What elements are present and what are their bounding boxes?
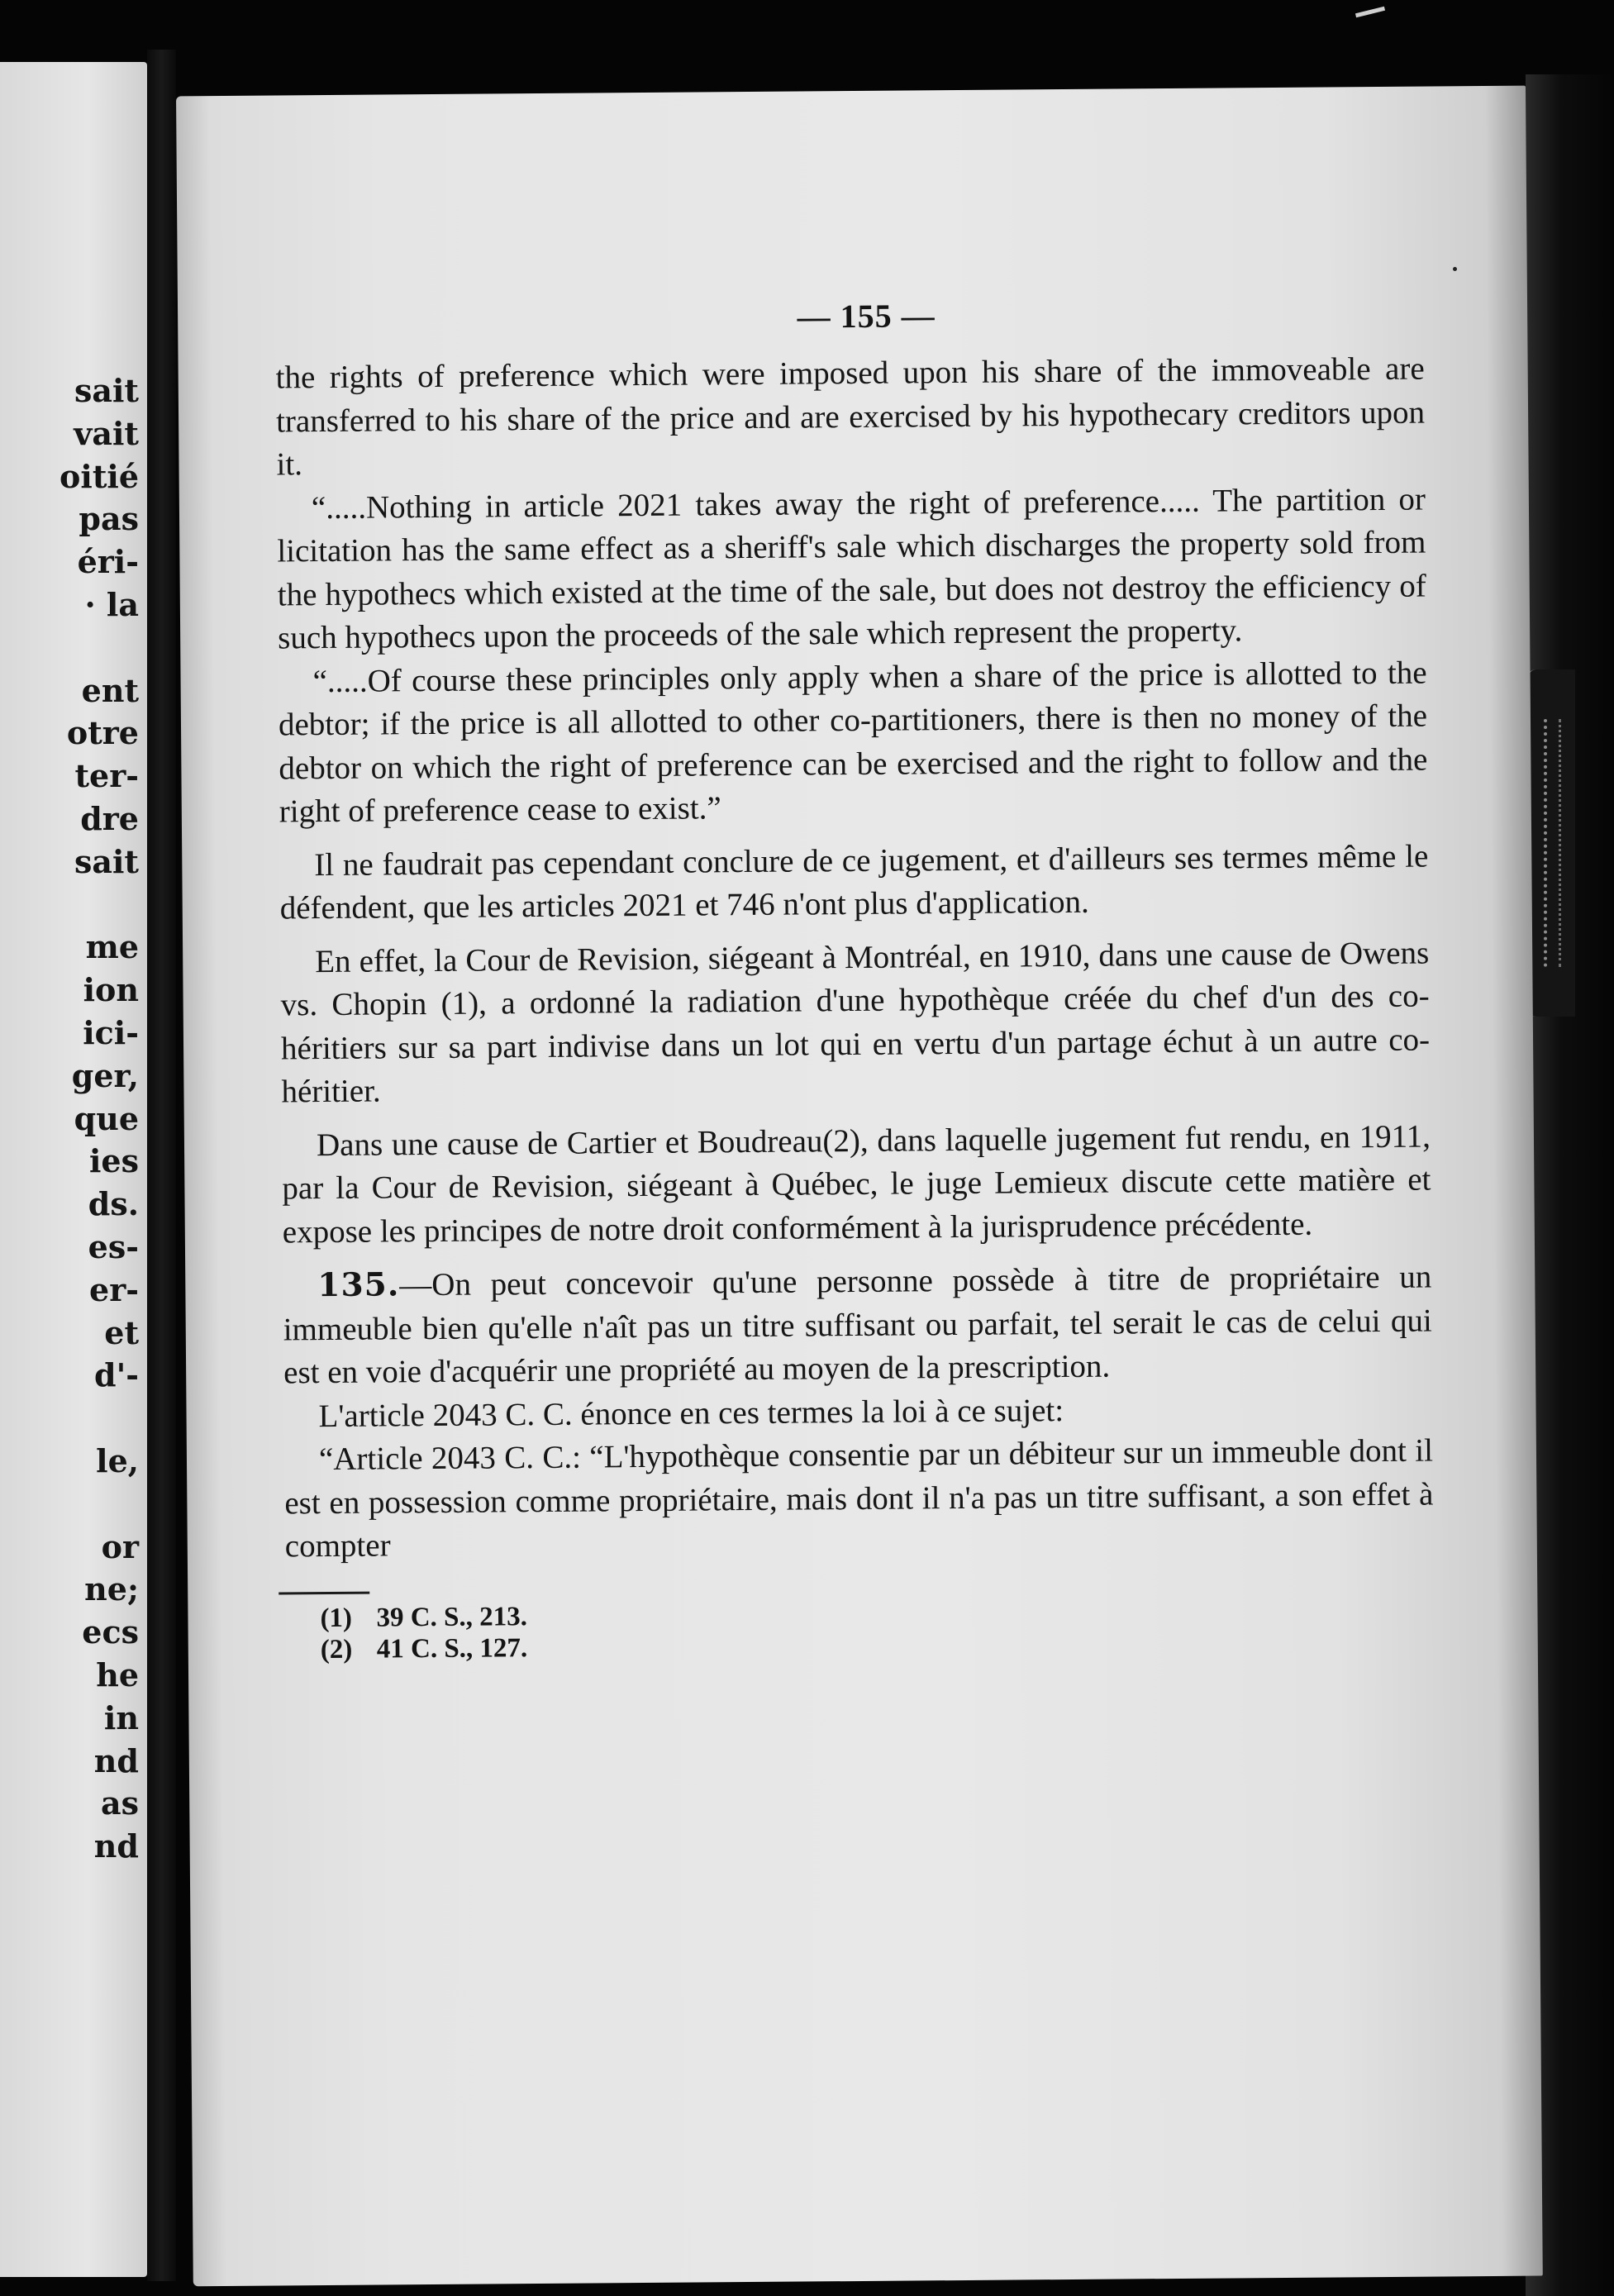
paragraph-article-2043-quote: “Article 2043 C. C.: “L'hypothèque consentie par un débiteur sur un immeuble dont il est en possession comme propriétaire, mais dont il n'a pas un titre suffisant, a son effet à compter xyxy=(284,1432,1434,1565)
footnote-2-mark: (2) xyxy=(320,1634,353,1665)
previous-page-fragment: ds. xyxy=(88,1185,139,1223)
previous-page-fragment: vait xyxy=(74,414,139,452)
paragraph-cour-de-revision-montreal: En effet, la Cour de Revision, siégeant à Montréal, en 1910, dans une cause de Owens vs. Chopin (1), a ordonné la radiation d'une hypothèque créée du chef d'un des co-héritiers sur sa part indivise dans un lot qui en vertu d'un partage échut à un autre co-héritier. xyxy=(280,935,1431,1110)
previous-page-fragment: le, xyxy=(96,1441,139,1479)
previous-page-fragment: in xyxy=(103,1698,139,1736)
previous-page-fragment: otre xyxy=(66,714,139,752)
footnote-1-mark: (1) xyxy=(320,1603,353,1633)
previous-page-fragment xyxy=(7,1483,139,1526)
previous-page-fragment: ter- xyxy=(74,757,139,795)
previous-page-fragment: dre xyxy=(80,799,139,837)
previous-page-fragment: he xyxy=(96,1655,139,1693)
previous-page-fragment: er- xyxy=(89,1270,139,1308)
previous-page-fragment: éri- xyxy=(77,543,139,581)
paragraph-section-135 xyxy=(283,1255,1432,1395)
previous-page-fragment: sait xyxy=(74,372,139,409)
section-135-text: —On peut concevoir qu'une personne possède à titre de propriétaire un immeuble bien qu'elle n'aît pas un titre suffisant ou parfait, tel serait le cas de celui qui est en voie d'acquérir une propriété au moyen de la prescription. xyxy=(283,1259,1432,1391)
previous-page-fragment: es- xyxy=(88,1227,139,1265)
previous-page-fragment: ion xyxy=(83,971,139,1009)
previous-page-fragment: que xyxy=(74,1099,139,1137)
previous-page-fragment: nd xyxy=(93,1827,139,1865)
previous-page-fragment xyxy=(7,1397,139,1440)
previous-page-fragment: ecs xyxy=(82,1613,139,1651)
paragraph-quote-principles: “.....Of course these principles only apply when a share of the price is allotted to the debtor; if the price is all allotted to other co-partitioners, there is then no money of the debtor on which the right of preference can be exercised and the right to follow and the right of preference cease to exist.” xyxy=(278,655,1428,830)
scan-artifact-mark xyxy=(1355,7,1385,18)
book-gutter xyxy=(147,50,176,2281)
previous-page-fragment: sait xyxy=(74,842,139,880)
tab-marker-lines xyxy=(1544,719,1561,967)
previous-page-fragment: ne; xyxy=(84,1570,139,1608)
previous-page-fragment: d'- xyxy=(94,1356,139,1394)
previous-page-fragment: nd xyxy=(93,1741,139,1779)
section-number: 135. xyxy=(317,1265,400,1305)
page-content xyxy=(275,292,1435,1665)
previous-page-fragment xyxy=(7,626,139,669)
previous-page-fragment xyxy=(7,884,139,926)
footnotes xyxy=(285,1583,1435,1665)
previous-page-fragment: oitié xyxy=(60,457,139,495)
page-number: — 155 — xyxy=(797,297,936,336)
paragraph-il-ne-faudrait: Il ne faudrait pas cependant conclure de ce jugement, et d'ailleurs ses termes même le défendent, que les articles 2021 et 746 n'ont plus d'application. xyxy=(279,838,1429,926)
previous-page-fragment: ici- xyxy=(83,1013,139,1051)
previous-page-fragment: ent xyxy=(81,671,139,709)
previous-page-fragment: pas xyxy=(79,500,139,538)
previous-page-fragment: as xyxy=(100,1784,139,1822)
previous-page-fragment: me xyxy=(85,928,139,966)
footnote-rule xyxy=(279,1591,369,1594)
previous-page-fragment: ies xyxy=(88,1142,139,1180)
scan-speck xyxy=(1453,267,1457,271)
paragraph-quote-article-2021: “.....Nothing in article 2021 takes away the right of preference..... The partition or licitation has the same effect as a sheriff's sale which discharges the property sold from the hypothecs which existed at the time of the sale, but does not destroy the efficiency of such hypothecs upon the proceeds of the sale which represent the property. xyxy=(277,481,1426,656)
previous-page-fragment: et xyxy=(104,1313,139,1351)
previous-page-fragment: · la xyxy=(84,585,139,623)
previous-page-fragment: or xyxy=(101,1527,139,1565)
paragraph-cartier-et-boudreau: Dans une cause de Cartier et Boudreau(2), dans laquelle jugement fut rendu, en 1911, par la Cour de Revision, siégeant à Québec, le juge Lemieux discute cette matière et expose les principes de notre droit conformément à la jurisprudence précédente. xyxy=(282,1118,1431,1250)
previous-page-fragment: ger, xyxy=(71,1056,139,1094)
main-page xyxy=(176,86,1543,2287)
paragraph-rights-of-preference: the rights of preference which were imposed upon his share of the immoveable are transferred to his share of the price and are exercised by his hypothecary creditors upon it. xyxy=(275,350,1426,483)
paragraph-article-2043-intro: L'article 2043 C. C. énonce en ces termes la loi à ce sujet: xyxy=(318,1392,1064,1434)
previous-page-text-fragments xyxy=(7,369,139,1868)
footnote-1-text: 39 C. S., 213. xyxy=(376,1601,528,1633)
previous-page-edge xyxy=(0,62,147,2277)
footnote-2-text: 41 C. S., 127. xyxy=(376,1632,528,1665)
